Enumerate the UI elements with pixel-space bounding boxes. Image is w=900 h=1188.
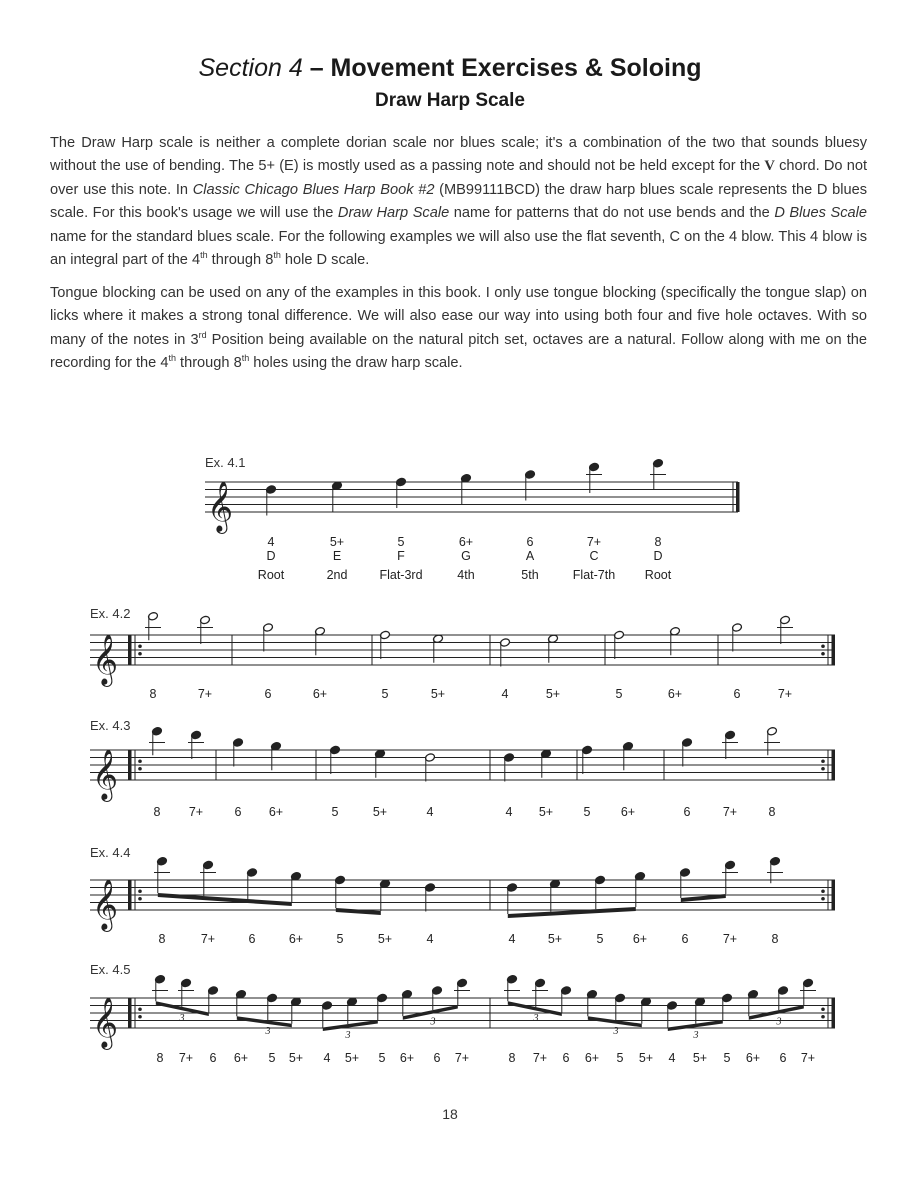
hole-number: 6 <box>681 932 689 946</box>
note <box>152 974 168 990</box>
hole-number: 6 <box>683 805 691 819</box>
hole-number: 6 <box>264 687 272 701</box>
note <box>777 615 793 644</box>
paragraph-1: The Draw Harp scale is neither a complete dorian scale nor blues scale; it's a combination of the two that sounds bluesy without the use of bending. The 5+ (E) is mostly used as a passing note and should not be held except for the V chord. Do not over use this note. In Classic Chicago Blues Harp Book #2 (MB99111BCD) the draw harp blues scale represents the D blues scale. For this book's usage we will use the Draw Harp Scale name for patterns that do not use bends and the D Blues Scale name for the standard blues scale. For the following examples we will also use the flat seventh, C on the 4 blow. This 4 blow is an integral part of the 4th through 8th hole D scale. <box>50 135 867 269</box>
note <box>271 741 282 770</box>
hole-number: 5+ <box>329 535 345 549</box>
repeat-dot <box>138 897 142 901</box>
note <box>149 726 165 755</box>
hole-number: 5 <box>268 1051 276 1065</box>
example-label-4-4: Ex. 4.4 <box>90 845 131 860</box>
hole-number: 7+ <box>188 805 204 819</box>
hole-number: 5 <box>583 805 591 819</box>
hole-number: 5 <box>331 805 339 819</box>
triplet-mark: 3 <box>430 1016 436 1028</box>
hole-number: 5 <box>336 932 344 946</box>
hole-number: 6+ <box>312 687 328 701</box>
triplet-mark: 3 <box>533 1012 539 1024</box>
hole-number: 6+ <box>458 535 474 549</box>
hole-number: 8 <box>156 1051 164 1065</box>
hole-number: 4 <box>267 535 275 549</box>
hole-number: 5 <box>596 932 604 946</box>
note <box>233 738 244 767</box>
note-name: C <box>589 549 599 563</box>
hole-number: 6 <box>433 1051 441 1065</box>
hole-number: 5+ <box>288 1051 304 1065</box>
note <box>200 860 216 872</box>
note <box>586 462 602 493</box>
note <box>541 749 552 778</box>
hole-number: 7+ <box>800 1051 816 1065</box>
example-label-4-5: Ex. 4.5 <box>90 962 131 977</box>
note <box>145 611 161 640</box>
triplet-mark: 3 <box>265 1026 271 1037</box>
hole-number: 6+ <box>288 932 304 946</box>
hole-number: 5+ <box>545 687 561 701</box>
note <box>722 730 738 759</box>
hole-number: 6+ <box>632 932 648 946</box>
note <box>548 634 559 663</box>
staff-ex-4-3 <box>90 749 835 802</box>
note <box>532 978 548 990</box>
hole-number: 8 <box>158 932 166 946</box>
staff-ex-4-4 <box>90 879 835 932</box>
note <box>375 749 386 778</box>
note <box>154 856 170 872</box>
hole-number: 5+ <box>377 932 393 946</box>
note <box>330 745 341 774</box>
hole-number: 4 <box>668 1051 676 1065</box>
hole-number: 5+ <box>344 1051 360 1065</box>
repeat-dot <box>821 889 825 893</box>
hole-number: 8 <box>654 535 662 549</box>
scale-degree: 4th <box>457 568 475 582</box>
note <box>650 458 666 489</box>
note-name: D <box>266 549 276 563</box>
example-label-4-2: Ex. 4.2 <box>90 606 131 621</box>
treble-clef-icon: 𝄞 <box>92 879 119 930</box>
note-name: E <box>332 549 342 563</box>
repeat-dot <box>138 644 142 648</box>
hole-number: 5+ <box>638 1051 654 1065</box>
hole-number: 4 <box>426 805 434 819</box>
staff-ex-4-2 <box>90 634 835 687</box>
note <box>266 485 277 516</box>
repeat-dot <box>138 767 142 771</box>
scale-degree: 2nd <box>326 568 348 582</box>
beam <box>336 908 381 915</box>
hole-number: 4 <box>426 932 434 946</box>
hole-number: 6 <box>209 1051 217 1065</box>
hole-number: 8 <box>768 805 776 819</box>
repeat-dot <box>138 1015 142 1019</box>
hole-number: 6 <box>248 932 256 946</box>
note <box>670 626 681 655</box>
note <box>461 473 472 504</box>
repeat-start-thick <box>128 750 132 780</box>
repeat-end-thick <box>832 635 836 665</box>
staff-ex-4-1 <box>205 481 738 534</box>
hole-number: 4 <box>323 1051 331 1065</box>
hole-number: 5+ <box>430 687 446 701</box>
triplet-mark: 3 <box>693 1029 699 1041</box>
hole-number: 4 <box>508 932 516 946</box>
note <box>396 477 407 508</box>
repeat-dot <box>138 759 142 763</box>
note-name: G <box>461 549 471 563</box>
note <box>682 738 693 767</box>
hole-number: 5 <box>615 687 623 701</box>
note <box>315 626 326 655</box>
note <box>732 623 743 652</box>
note <box>454 978 470 990</box>
subtitle: Draw Harp Scale <box>375 90 525 111</box>
repeat-dot <box>821 644 825 648</box>
hole-number: 5+ <box>692 1051 708 1065</box>
hole-number: 6+ <box>399 1051 415 1065</box>
hole-number: 6+ <box>584 1051 600 1065</box>
triplet-mark: 3 <box>776 1016 782 1028</box>
scale-degree: Flat-3rd <box>379 568 423 582</box>
hole-number: 7+ <box>197 687 213 701</box>
hole-number: 8 <box>771 932 779 946</box>
repeat-end-thick <box>832 750 836 780</box>
hole-number: 6 <box>234 805 242 819</box>
hole-number: 7+ <box>532 1051 548 1065</box>
hole-number: 5+ <box>538 805 554 819</box>
note-name: F <box>397 549 405 563</box>
note <box>188 730 204 759</box>
hole-number: 7+ <box>777 687 793 701</box>
treble-clef-icon: 𝄞 <box>92 749 119 800</box>
note <box>332 481 343 512</box>
hole-number: 6 <box>779 1051 787 1065</box>
note <box>722 860 738 872</box>
hole-number: 5+ <box>372 805 388 819</box>
repeat-end-thick <box>832 880 836 910</box>
note <box>433 634 444 663</box>
hole-number: 8 <box>508 1051 516 1065</box>
section-heading: Movement Exercises & Soloing <box>330 54 702 82</box>
note <box>767 856 783 872</box>
scale-degree: Flat-7th <box>572 568 616 582</box>
hole-number: 4 <box>501 687 509 701</box>
hole-number: 6+ <box>667 687 683 701</box>
repeat-dot <box>821 1015 825 1019</box>
title-dash: – <box>302 54 331 82</box>
note <box>614 630 625 659</box>
hole-number: 6+ <box>268 805 284 819</box>
hole-number: 7+ <box>586 535 602 549</box>
repeat-start-thick <box>128 880 132 910</box>
note <box>500 638 511 667</box>
hole-number: 6+ <box>233 1051 249 1065</box>
hole-number: 7+ <box>722 805 738 819</box>
note <box>800 978 816 990</box>
hole-number: 8 <box>149 687 157 701</box>
treble-clef-icon: 𝄞 <box>92 634 119 685</box>
note <box>504 753 515 782</box>
final-barline-thick <box>736 482 740 512</box>
hole-number: 7+ <box>454 1051 470 1065</box>
hole-number: 6+ <box>620 805 636 819</box>
hole-number: 6 <box>733 687 741 701</box>
repeat-dot <box>138 652 142 656</box>
hole-number: 8 <box>153 805 161 819</box>
note <box>425 753 436 782</box>
repeat-dot <box>821 767 825 771</box>
repeat-start-thick <box>128 998 132 1028</box>
hole-number: 5 <box>397 535 405 549</box>
page-number: 18 <box>442 1106 458 1122</box>
scale-degree: 5th <box>521 568 539 582</box>
note <box>263 623 274 652</box>
example-label-4-1: Ex. 4.1 <box>205 455 246 470</box>
repeat-dot <box>138 1007 142 1011</box>
repeat-end-thick <box>832 998 836 1028</box>
note <box>197 615 213 644</box>
triplet-mark: 3 <box>179 1012 185 1024</box>
note-name: A <box>525 549 535 563</box>
hole-number: 6 <box>526 535 534 549</box>
hole-number: 4 <box>505 805 513 819</box>
hole-number: 5 <box>381 687 389 701</box>
beam <box>508 907 636 918</box>
note <box>623 741 634 770</box>
repeat-start-thick <box>128 635 132 665</box>
hole-number: 5 <box>616 1051 624 1065</box>
treble-clef-icon: 𝄞 <box>207 481 234 532</box>
note <box>525 470 536 501</box>
hole-number: 6 <box>562 1051 570 1065</box>
paragraph-2: Tongue blocking can be used on any of the examples in this book. I only use tongue blocking (specifically the tongue slap) on licks where it makes a strong tonal difference. We will also ease our way into using both four and five hole octaves. With so many of the notes in 3rd Position being available on the natural pitch set, octaves are a natural. Follow along with me on the recording for the 4th through 8th holes using the draw harp scale. <box>50 285 868 372</box>
triplet-mark: 3 <box>345 1029 351 1041</box>
treble-clef-icon: 𝄞 <box>92 997 119 1048</box>
note <box>380 630 391 659</box>
hole-number: 5 <box>723 1051 731 1065</box>
section-number: Section 4 <box>198 54 303 82</box>
note-name: D <box>653 549 663 563</box>
example-label-4-3: Ex. 4.3 <box>90 718 131 733</box>
repeat-dot <box>821 652 825 656</box>
note <box>178 978 194 990</box>
repeat-dot <box>821 759 825 763</box>
hole-number: 7+ <box>178 1051 194 1065</box>
scale-degree: Root <box>644 568 672 582</box>
scale-degree: Root <box>257 568 285 582</box>
hole-number: 7+ <box>200 932 216 946</box>
hole-number: 7+ <box>722 932 738 946</box>
note <box>504 974 520 990</box>
repeat-dot <box>138 889 142 893</box>
beam <box>237 1016 292 1027</box>
hole-number: 5+ <box>547 932 563 946</box>
repeat-dot <box>821 1007 825 1011</box>
triplet-mark: 3 <box>613 1026 619 1037</box>
repeat-dot <box>821 897 825 901</box>
hole-number: 5 <box>378 1051 386 1065</box>
note <box>582 745 593 774</box>
hole-number: 6+ <box>745 1051 761 1065</box>
note <box>764 726 780 755</box>
